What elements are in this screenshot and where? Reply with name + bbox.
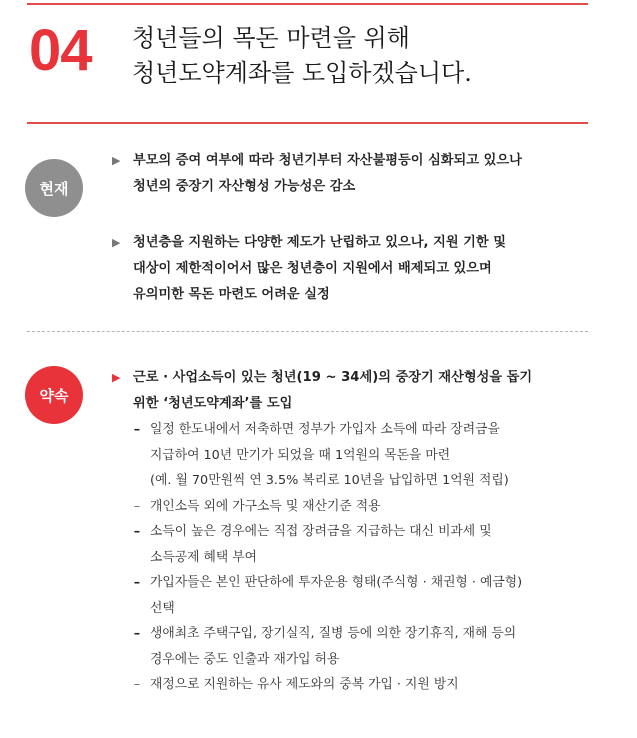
dash-marker: – bbox=[133, 626, 141, 641]
promise-item-1: – 일정 한도내에서 저축하면 정부가 가입자 소득에 따라 장려금을 지급하여 10년 만기가 되었을 때 1억원의 목돈을 마련 (예. 월 70만원씩 연 3.5% 복리로 10년을 납입하면 1억원 적립) bbox=[112, 417, 588, 494]
current-bullet-2-line-1: 청년층을 지원하는 다양한 제도가 난립하고 있으나, 지원 기한 및 bbox=[133, 235, 506, 250]
promise-detail-list bbox=[112, 417, 588, 698]
promise-item-2: – 개인소득 외에 가구소득 및 재산기준 적용 bbox=[112, 494, 588, 520]
current-bullet-2 bbox=[112, 230, 588, 308]
current-bullet-1 bbox=[112, 148, 588, 200]
promise-item-4: – 가입자들은 본인 판단하에 투자운용 형태(주식형 · 채권형 · 예금형) 선택 bbox=[112, 570, 588, 621]
current-badge: 현재 bbox=[25, 159, 83, 217]
header-divider bbox=[27, 122, 588, 124]
section-title bbox=[132, 21, 472, 91]
promise-item-5: – 생애최초 주택구입, 장기실직, 질병 등에 의한 장기휴직, 재해 등의 경우에는 중도 인출과 재가입 허용 bbox=[112, 621, 588, 672]
dash-marker: – bbox=[133, 524, 141, 539]
triangle-bullet-icon: ▶ bbox=[112, 154, 121, 167]
current-bullet-1-line-1: 부모의 증여 여부에 따라 청년기부터 자산불평등이 심화되고 있으나 bbox=[133, 153, 522, 168]
promise-block bbox=[112, 365, 588, 698]
top-divider bbox=[27, 3, 588, 5]
current-bullet-2-line-2: 대상이 제한적이어서 많은 청년층이 지원에서 배제되고 있으며 bbox=[133, 261, 492, 276]
promise-item-6: – 재정으로 지원하는 유사 제도와의 중복 가입 · 지원 방지 bbox=[112, 672, 588, 698]
section-title-line-1: 청년들의 목돈 마련을 위해 bbox=[132, 24, 410, 52]
promise-line-2: 위한 ‘청년도약계좌’를 도입 bbox=[133, 396, 293, 411]
current-bullet-2-line-3: 유의미한 목돈 마련도 어려운 실정 bbox=[133, 287, 330, 302]
dash-marker: – bbox=[133, 498, 141, 514]
promise-line-1: 근로 · 사업소득이 있는 청년(19 ~ 34세)의 중장기 재산형성을 돕기 bbox=[133, 370, 533, 385]
dotted-divider bbox=[27, 331, 588, 332]
triangle-bullet-icon: ▶ bbox=[112, 236, 121, 249]
current-bullet-1-line-2: 청년의 중장기 자산형성 가능성은 감소 bbox=[133, 179, 356, 194]
dash-marker: – bbox=[133, 575, 141, 590]
promise-main-bullet bbox=[112, 365, 588, 417]
triangle-bullet-icon: ▶ bbox=[112, 371, 121, 384]
section-title-line-2: 청년도약계좌를 도입하겠습니다. bbox=[132, 59, 472, 87]
dash-marker: – bbox=[133, 677, 141, 692]
promise-item-3: – 소득이 높은 경우에는 직접 장려금을 지급하는 대신 비과세 및 소득공제 혜택 부여 bbox=[112, 519, 588, 570]
promise-badge: 약속 bbox=[25, 366, 83, 424]
section-number: 04 bbox=[29, 18, 92, 83]
dash-marker: – bbox=[133, 422, 141, 437]
